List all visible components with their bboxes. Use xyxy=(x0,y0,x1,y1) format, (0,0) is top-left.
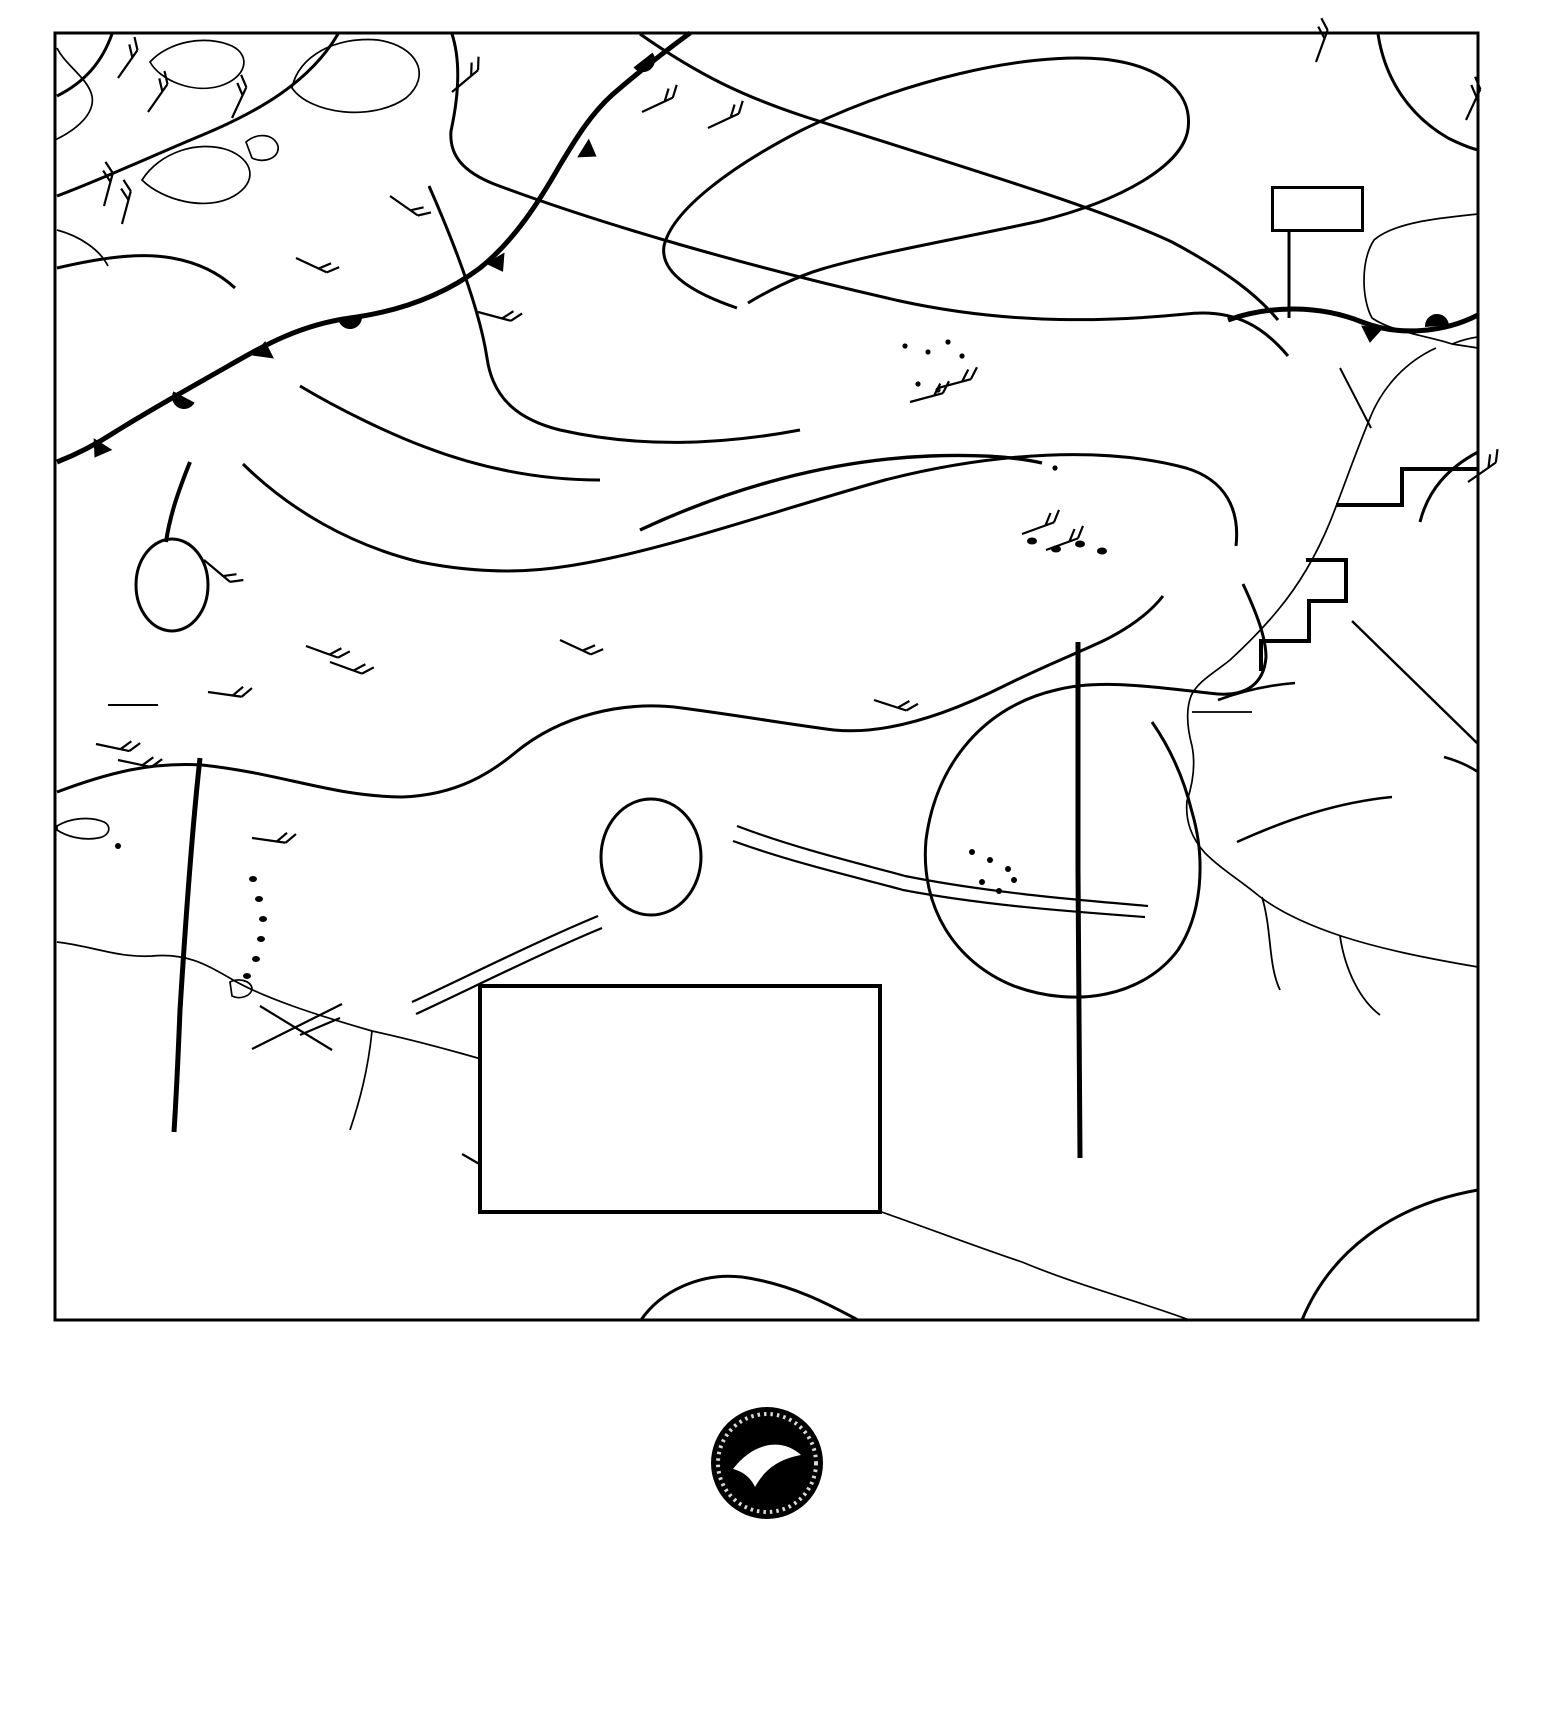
td-advisory-box xyxy=(478,984,882,1214)
gale-warning-box xyxy=(1271,186,1364,232)
occluded-front-east xyxy=(1228,309,1478,344)
occluded-front-main xyxy=(57,33,690,463)
noaa-logo xyxy=(708,1404,826,1522)
islands xyxy=(115,339,1107,979)
